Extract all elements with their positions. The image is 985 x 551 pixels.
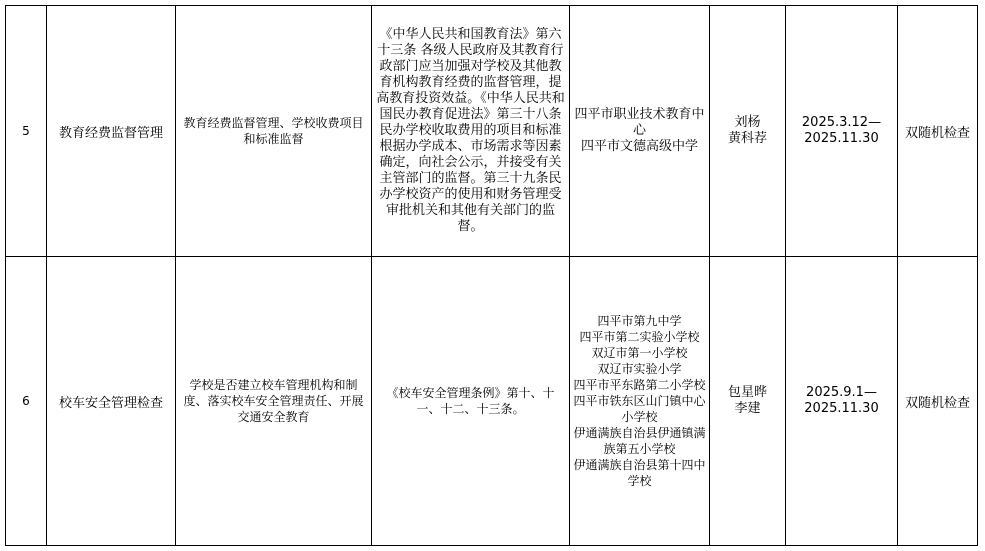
period-start: 2025.9.1—	[806, 385, 877, 400]
inspection-method: 双随机检查	[898, 6, 978, 257]
inspection-content: 学校是否建立校车管理机构和制度、落实校车安全管理责任、开展交通安全教育	[176, 257, 372, 546]
object-name: 四平市第九中学	[597, 314, 682, 328]
period-end: 2025.11.30	[804, 401, 879, 416]
inspection-method: 双随机检查	[898, 257, 978, 546]
object-name: 四平市铁东区山门镇中心小学校	[573, 394, 706, 424]
inspection-table	[5, 5, 978, 546]
inspector-name: 李建	[734, 401, 761, 416]
object-name: 双辽市实验小学	[597, 362, 682, 376]
inspection-content: 教育经费监督管理、学校收费项目和标准监督	[176, 6, 372, 257]
inspection-period	[786, 257, 898, 546]
object-name: 伊通满族自治县第十四中学校	[573, 458, 706, 488]
table-row	[6, 6, 978, 257]
inspector-name: 刘杨	[734, 115, 761, 130]
legal-basis: 《中华人民共和国教育法》第六十三条 各级人民政府及其教育行政部门应当加强对学校及其他教育机构教育经费的监督管理，提高教育投资效益。《中华人民共和国民办教育促进法》第三十八条 民办学校收取费用的项目和标准根据办学成本、市场需求等因素确定，向社会公示，并接受有关主管部门的监督。第三十九条民办学校资产的使用和财务管理受审批机关和其他有关部门的监督。	[372, 6, 570, 257]
object-name: 四平市平东路第二小学校	[573, 378, 706, 392]
inspection-item: 校车安全管理检查	[47, 257, 176, 546]
row-number: 5	[6, 6, 47, 257]
row-number: 6	[6, 257, 47, 546]
inspection-item: 教育经费监督管理	[47, 6, 176, 257]
object-name: 四平市文德高级中学	[580, 139, 698, 154]
inspectors	[710, 6, 786, 257]
object-name: 四平市第二实验小学校	[579, 330, 700, 344]
inspectors	[710, 257, 786, 546]
inspection-period	[786, 6, 898, 257]
object-name: 四平市职业技术教育中心	[574, 107, 705, 138]
period-start: 2025.3.12—	[801, 115, 882, 130]
object-name: 伊通满族自治县伊通镇满族第五小学校	[573, 426, 706, 456]
legal-basis: 《校车安全管理条例》第十、十一、十二、十三条。	[372, 257, 570, 546]
inspector-name: 黄科荐	[727, 131, 767, 146]
table-row	[6, 257, 978, 546]
period-end: 2025.11.30	[804, 131, 879, 146]
inspector-name: 包星晔	[727, 385, 767, 400]
inspection-objects	[570, 257, 710, 546]
object-name: 双辽市第一小学校	[591, 346, 688, 360]
inspection-objects	[570, 6, 710, 257]
